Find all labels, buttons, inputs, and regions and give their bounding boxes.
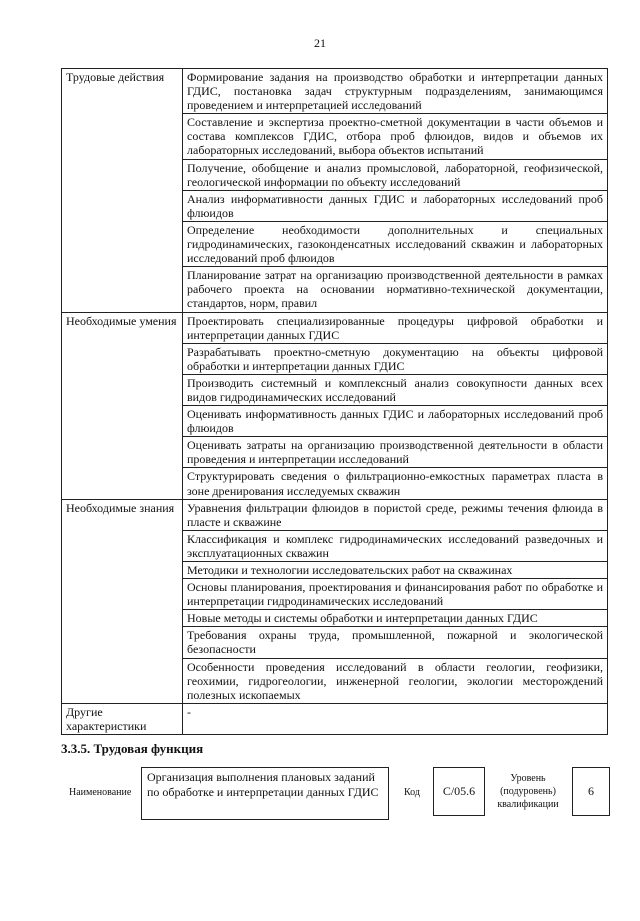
item-cell: Основы планирования, проектирования и финансирования работ по обработке и интерпретации гидродинамических исследований — [183, 579, 608, 610]
item-cell: - — [183, 703, 608, 734]
item-cell: Оценивать информативность данных ГДИС и лабораторных исследований проб флюидов — [183, 406, 608, 437]
item-cell: Проектировать специализированные процедуры цифровой обработки и интерпретации данных ГДИС — [183, 312, 608, 343]
page-number: 21 — [314, 36, 326, 50]
table-row — [62, 703, 608, 734]
item-cell: Формирование задания на производство обработки и интерпретации данных ГДИС, постановка задач структурным подразделениям, занимающимся проведением и интерпретацией исследований — [183, 69, 608, 114]
item-cell: Новые методы и системы обработки и интерпретации данных ГДИС — [183, 610, 608, 627]
item-cell: Составление и экспертиза проектно-сметной документации в части объемов и состава комплексов ГДИС, отбора проб флюидов, видов и объемов их лабораторных исследований, выбора объектов испытаний — [183, 114, 608, 159]
item-cell: Планирование затрат на организацию производственной деятельности в рамках рабочего проекта на основании нормативно-технической документации, стандартов, норм, правил — [183, 267, 608, 312]
item-cell: Определение необходимости дополнительных и специальных гидродинамических, газоконденсатных исследований скважин и лабораторных исследований проб флюидов — [183, 221, 608, 266]
function-name-box: Организация выполнения плановых заданий по обработке и интерпретации данных ГДИС — [141, 767, 389, 820]
item-cell: Уравнения фильтрации флюидов в пористой среде, режимы течения флюида в пласте и скважине — [183, 499, 608, 530]
table-row — [62, 499, 608, 530]
name-label: Наименование — [69, 787, 132, 798]
item-cell: Анализ информативности данных ГДИС и лабораторных исследований проб флюидов — [183, 190, 608, 221]
category-cell: Другие характеристики — [62, 703, 183, 734]
labor-functions-table — [61, 68, 608, 735]
item-cell: Требования охраны труда, промышленной, пожарной и экологической безопасности — [183, 627, 608, 658]
category-cell: Необходимые знания — [62, 499, 183, 703]
table-row — [62, 312, 608, 343]
code-label: Код — [404, 787, 420, 798]
category-cell: Трудовые действия — [62, 69, 183, 313]
table-row — [62, 69, 608, 114]
item-cell: Методики и технологии исследовательских работ на скважинах — [183, 562, 608, 579]
level-box: 6 — [572, 767, 610, 816]
item-cell: Разрабатывать проектно-сметную документацию на объекты цифровой обработки и интерпретации данных ГДИС — [183, 343, 608, 374]
item-cell: Особенности проведения исследований в области геологии, геофизики, геохимии, гидрогеологии, инженерной геологии, экологии месторождений полезных ископаемых — [183, 658, 608, 703]
level-label: Уровень (подуровень) квалификации — [497, 773, 559, 810]
item-cell: Получение, обобщение и анализ промысловой, лабораторной, геофизической, геологической информации по объекту исследований — [183, 159, 608, 190]
item-cell: Оценивать затраты на организацию производственной деятельности в области проведения и интерпретации исследований — [183, 437, 608, 468]
category-cell: Необходимые умения — [62, 312, 183, 499]
item-cell: Структурировать сведения о фильтрационно-емкостных параметрах пласта в зоне дренирования исследуемых скважин — [183, 468, 608, 499]
item-cell: Классификация и комплекс гидродинамических исследований разведочных и эксплуатационных скважин — [183, 530, 608, 561]
item-cell: Производить системный и комплексный анализ совокупности данных всех видов гидродинамических исследований — [183, 374, 608, 405]
code-box: C/05.6 — [433, 767, 485, 816]
section-title: 3.3.5. Трудовая функция — [61, 741, 204, 756]
